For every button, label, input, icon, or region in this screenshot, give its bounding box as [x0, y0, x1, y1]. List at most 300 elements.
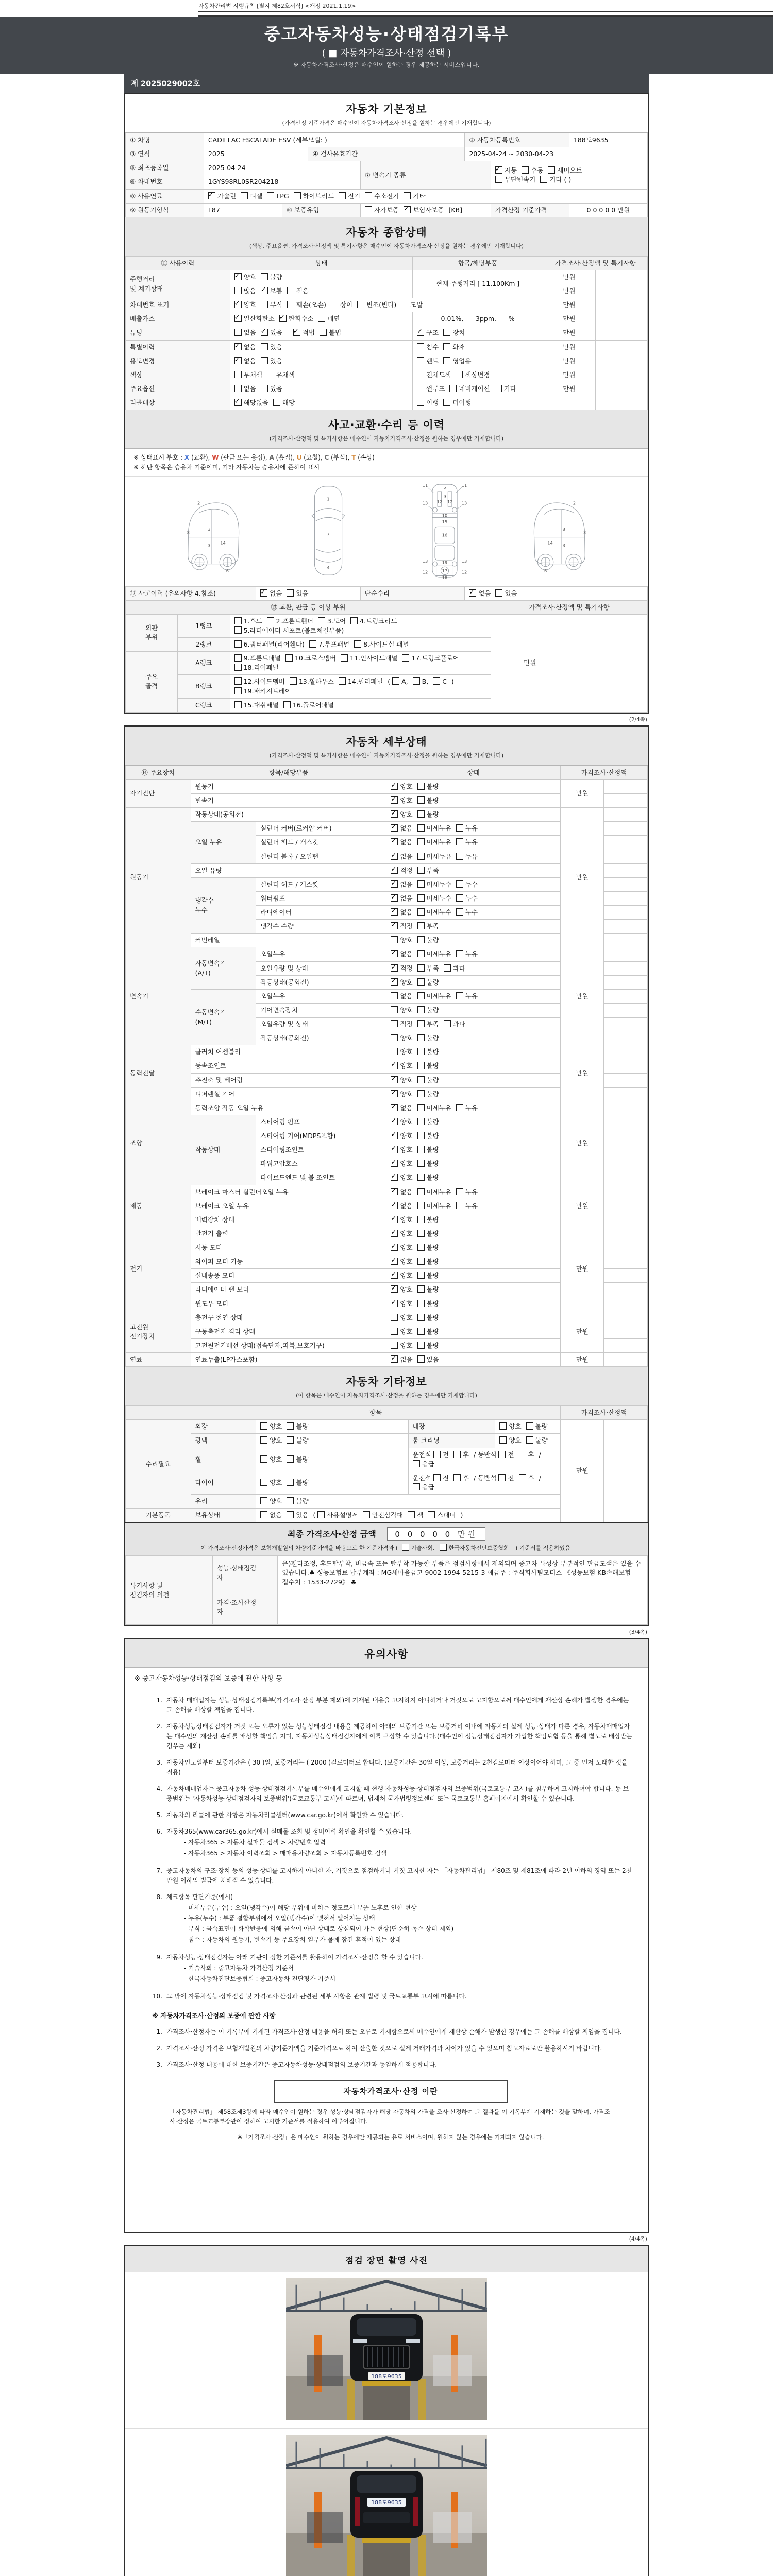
checkbox[interactable]	[417, 385, 424, 392]
checkbox[interactable]	[519, 1474, 526, 1481]
cell: 상태	[386, 766, 561, 779]
checkbox[interactable]	[241, 192, 248, 199]
table-row	[126, 326, 648, 340]
checkbox[interactable]	[354, 640, 361, 648]
cell	[595, 354, 647, 368]
cell: 만원	[561, 1420, 604, 1522]
checkbox[interactable]	[444, 964, 451, 972]
cell	[256, 1509, 561, 1522]
checkbox[interactable]	[391, 1006, 398, 1013]
checkbox[interactable]	[417, 1328, 425, 1335]
checkbox[interactable]	[261, 301, 268, 308]
checkbox[interactable]	[260, 1497, 267, 1504]
table-row	[126, 298, 648, 312]
checkbox-option: 부식	[261, 301, 282, 309]
checkbox[interactable]	[261, 357, 268, 364]
checkbox[interactable]	[391, 1258, 398, 1265]
checkbox[interactable]	[548, 166, 555, 174]
checkbox[interactable]	[417, 936, 425, 943]
checkbox[interactable]	[402, 654, 409, 662]
svg-text:19: 19	[442, 560, 448, 565]
cell: 주요옵션	[126, 382, 230, 396]
cell: 배력장치 상태	[191, 1213, 386, 1227]
checkbox[interactable]	[391, 1020, 398, 1027]
checkbox[interactable]	[234, 640, 242, 648]
checkbox[interactable]	[391, 783, 398, 790]
checkbox[interactable]	[391, 1272, 398, 1279]
checkbox[interactable]	[391, 1328, 398, 1335]
checkbox[interactable]	[279, 315, 287, 322]
checkbox-option: 누유	[456, 1202, 478, 1210]
checkbox[interactable]	[331, 301, 338, 308]
checkbox[interactable]	[417, 1146, 425, 1153]
checkbox[interactable]	[391, 1076, 398, 1083]
checkbox[interactable]	[391, 936, 398, 943]
cell: 내장	[408, 1420, 495, 1434]
cell: 동력전달	[126, 1045, 191, 1101]
checkbox[interactable]	[234, 287, 242, 294]
checkbox[interactable]	[417, 978, 425, 986]
checkbox[interactable]	[417, 1006, 425, 1013]
checkbox[interactable]	[417, 1355, 425, 1363]
checkbox[interactable]	[428, 1511, 435, 1518]
checkbox[interactable]	[444, 1020, 451, 1027]
table-row	[126, 614, 648, 637]
checkbox[interactable]	[417, 880, 425, 888]
checkbox[interactable]	[309, 640, 316, 648]
checkbox[interactable]	[391, 824, 398, 832]
checkbox[interactable]	[417, 950, 425, 957]
checkbox[interactable]	[261, 287, 268, 294]
svg-text:14: 14	[547, 540, 553, 546]
checkbox[interactable]	[417, 894, 425, 902]
checkbox[interactable]	[290, 677, 297, 685]
checkbox[interactable]	[449, 385, 457, 392]
checkbox-option: 있음	[261, 357, 282, 365]
cell	[604, 1003, 648, 1017]
checkbox[interactable]	[495, 385, 502, 392]
checkbox[interactable]	[365, 192, 372, 199]
notice-item: 1. 가격조사·산정자는 이 기록부에 기재된 가격조사·산정 내용을 허위 또는 오류로 기재함으로써 매수인에게 재산상 손해가 발생한 경우에는 그 손해를 배상할 책임을 집니다.	[156, 2028, 622, 2036]
checkbox-option: 상이	[331, 301, 352, 309]
checkbox[interactable]	[413, 1460, 420, 1467]
checkbox[interactable]	[391, 1104, 398, 1111]
checkbox[interactable]	[417, 371, 424, 378]
checkbox[interactable]	[317, 1511, 325, 1518]
cell: 발전기 출력	[191, 1227, 386, 1241]
checkbox[interactable]	[526, 1436, 533, 1444]
checkbox[interactable]	[456, 1104, 463, 1111]
checkbox[interactable]	[391, 1355, 398, 1363]
checkbox[interactable]	[456, 894, 463, 902]
checkbox[interactable]	[408, 1511, 415, 1518]
checkbox[interactable]	[440, 1544, 447, 1551]
checkbox[interactable]	[456, 1202, 463, 1209]
checkbox[interactable]	[285, 654, 293, 662]
cell	[386, 1311, 561, 1325]
checkbox[interactable]	[391, 1118, 398, 1125]
checkbox[interactable]	[417, 1244, 425, 1251]
checkbox[interactable]	[392, 677, 399, 685]
checkbox[interactable]	[417, 329, 424, 336]
checkbox-option: 전	[433, 1451, 449, 1459]
checkbox[interactable]	[391, 1230, 398, 1237]
document-number: 제 2025029002호	[124, 74, 649, 93]
checkbox[interactable]	[391, 964, 398, 972]
notice-tail: ※「가격조사·산정」은 매수인이 원하는 경우에만 제공되는 유료 서비스이며, 원하지 않는 경우에는 기재되지 않습니다.	[237, 2133, 544, 2141]
checkbox[interactable]	[391, 1048, 398, 1055]
checkbox[interactable]	[363, 1511, 370, 1518]
checkbox[interactable]	[391, 1174, 398, 1181]
checkbox[interactable]	[413, 677, 420, 685]
checkbox[interactable]	[234, 701, 242, 708]
checkbox[interactable]	[391, 1216, 398, 1223]
cell: 구동축전지 격리 상태	[191, 1325, 386, 1338]
checkbox[interactable]	[417, 1258, 425, 1265]
checkbox[interactable]	[498, 1451, 506, 1458]
checkbox[interactable]	[234, 654, 242, 662]
notice-item: 4. 자동차매매업자는 중고자동차 성능·상태점검기록부를 매수인에게 고지할 때 현행 자동차성능·상태점검자의 보증범위(국토교통부 고시)를 첨부하여 고지하여야 합니다. 동 보증범위는 '자동차성능·상태점검자의 보증범위'(국토교통부 고시)에 따르며, 법제처 국가법령정보센터 또는 국토교통부 홈페이지에서 확인할 수 있습니다.	[156, 1785, 629, 1802]
cell: 작동상태(공회전)	[256, 975, 386, 989]
checkbox[interactable]	[391, 1188, 398, 1195]
checkbox[interactable]	[260, 1511, 267, 1518]
checkbox[interactable]	[417, 1230, 425, 1237]
checkbox[interactable]	[401, 301, 408, 308]
checkbox[interactable]	[339, 192, 346, 199]
checkbox[interactable]	[526, 1422, 533, 1430]
checkbox[interactable]	[417, 1216, 425, 1223]
cell: 제동	[126, 1185, 191, 1227]
checkbox[interactable]	[456, 838, 463, 845]
checkbox[interactable]	[453, 1474, 461, 1481]
checkbox[interactable]	[417, 1062, 425, 1069]
checkbox[interactable]	[234, 626, 242, 634]
svg-text:15: 15	[442, 519, 448, 524]
checkbox[interactable]	[417, 1160, 425, 1167]
checkbox[interactable]	[339, 677, 346, 685]
checkbox[interactable]	[287, 589, 294, 597]
checkbox[interactable]	[402, 1544, 409, 1551]
checkbox[interactable]	[456, 853, 463, 860]
cell	[386, 1353, 561, 1367]
table-row	[126, 1185, 648, 1199]
checkbox[interactable]	[417, 1314, 425, 1321]
checkbox[interactable]	[273, 399, 280, 406]
checkbox-option: 11.인사이드패널	[341, 654, 397, 662]
checkbox[interactable]	[287, 1455, 294, 1463]
checkbox[interactable]	[260, 1479, 267, 1486]
checkbox[interactable]	[234, 664, 242, 671]
checkbox-option: 장치	[443, 329, 465, 336]
checkbox[interactable]	[433, 1474, 441, 1481]
checkbox[interactable]	[417, 343, 424, 350]
checkbox-option: ✓ 없음	[391, 1355, 412, 1363]
checkbox[interactable]	[391, 1285, 398, 1293]
checkbox[interactable]	[499, 1422, 507, 1430]
table-row	[126, 256, 648, 270]
checkbox[interactable]	[417, 796, 425, 804]
checkbox[interactable]	[456, 908, 463, 916]
checkbox[interactable]	[267, 192, 274, 199]
checkbox[interactable]	[404, 192, 411, 199]
checkbox[interactable]	[234, 357, 242, 364]
checkbox[interactable]	[260, 1422, 267, 1430]
cell	[604, 1283, 648, 1297]
checkbox[interactable]	[287, 287, 294, 294]
cell	[386, 808, 561, 822]
checkbox[interactable]	[391, 796, 398, 804]
checkbox[interactable]	[287, 1479, 294, 1486]
cell	[230, 368, 412, 382]
cell: 만원	[543, 368, 595, 382]
svg-text:11: 11	[461, 482, 467, 488]
checkbox[interactable]	[417, 838, 425, 845]
cell: 라디에이터 팬 모터	[191, 1283, 386, 1297]
checkbox[interactable]	[453, 1451, 461, 1458]
checkbox[interactable]	[391, 1146, 398, 1153]
checkbox[interactable]	[391, 1342, 398, 1349]
checkbox[interactable]	[234, 315, 242, 322]
checkbox[interactable]	[391, 810, 398, 818]
checkbox[interactable]	[391, 950, 398, 957]
checkbox[interactable]	[417, 1048, 425, 1055]
checkbox[interactable]	[234, 343, 242, 350]
checkbox[interactable]	[391, 1132, 398, 1139]
checkbox[interactable]	[456, 992, 463, 999]
checkbox[interactable]	[234, 385, 242, 392]
svg-text:188도9635: 188도9635	[371, 2499, 402, 2506]
checkbox[interactable]	[417, 1202, 425, 1209]
checkbox[interactable]	[357, 301, 364, 308]
checkbox[interactable]	[234, 329, 242, 336]
cell: 작동상태(공회전)	[256, 1031, 386, 1045]
checkbox[interactable]	[456, 950, 463, 957]
table-row	[126, 312, 648, 326]
cell	[386, 1213, 561, 1227]
checkbox[interactable]	[287, 1422, 294, 1430]
checkbox[interactable]	[417, 1076, 425, 1083]
checkbox[interactable]	[293, 329, 300, 336]
cell: 파워고압호스	[256, 1157, 386, 1171]
checkbox[interactable]	[417, 1034, 425, 1041]
checkbox[interactable]	[287, 1511, 294, 1518]
checkbox[interactable]	[456, 880, 463, 888]
checkbox[interactable]	[495, 176, 502, 183]
checkbox[interactable]	[234, 273, 242, 280]
checkbox-option: ✓ 가솔린	[208, 192, 236, 200]
cell	[604, 1018, 648, 1031]
checkbox[interactable]	[391, 922, 398, 929]
checkbox[interactable]	[417, 783, 425, 790]
checkbox[interactable]	[417, 1188, 425, 1195]
checkbox[interactable]	[417, 992, 425, 999]
section-header-overall	[125, 217, 648, 256]
cell	[604, 947, 648, 961]
checkbox[interactable]	[261, 329, 268, 336]
svg-text:2: 2	[573, 500, 576, 505]
checkbox[interactable]	[417, 1285, 425, 1293]
checkbox[interactable]	[433, 677, 440, 685]
cell: 특기사항 및 점검자의 의견	[126, 1556, 213, 1625]
checkbox[interactable]	[318, 315, 325, 322]
checkbox[interactable]	[499, 1436, 507, 1444]
cell	[604, 850, 648, 863]
checkbox[interactable]	[417, 1020, 425, 1027]
checkbox[interactable]	[260, 589, 267, 597]
checkbox[interactable]	[417, 1090, 425, 1097]
cell	[604, 891, 648, 905]
checkbox[interactable]	[391, 1202, 398, 1209]
cell: 만원	[543, 326, 595, 340]
checkbox[interactable]	[417, 357, 424, 364]
checkbox[interactable]	[417, 1132, 425, 1139]
checkbox[interactable]	[498, 1474, 506, 1481]
cell: 외장	[191, 1420, 256, 1434]
checkbox[interactable]	[341, 654, 348, 662]
checkbox[interactable]	[443, 399, 450, 406]
checkbox[interactable]	[391, 978, 398, 986]
checkbox[interactable]	[417, 922, 425, 929]
checkbox[interactable]	[267, 617, 274, 624]
checkbox[interactable]	[287, 1497, 294, 1504]
photo-image	[286, 2435, 487, 2576]
cell	[230, 652, 491, 675]
checkbox[interactable]	[443, 343, 450, 350]
checkbox[interactable]	[391, 894, 398, 902]
checkbox[interactable]	[294, 192, 301, 199]
checkbox-option: 후	[519, 1451, 534, 1459]
checkbox[interactable]	[456, 824, 463, 832]
checkbox[interactable]	[417, 810, 425, 818]
checkbox[interactable]	[320, 329, 327, 336]
checkbox[interactable]	[443, 329, 450, 336]
checkbox[interactable]	[391, 1062, 398, 1069]
svg-text:9: 9	[443, 494, 446, 499]
cell	[604, 863, 648, 877]
checkbox-option: 기술사회,	[402, 1545, 435, 1551]
checkbox[interactable]	[234, 399, 242, 406]
accident-repair-table	[125, 586, 648, 713]
checkbox[interactable]	[391, 867, 398, 874]
checkbox[interactable]	[417, 824, 425, 832]
checkbox[interactable]	[417, 1174, 425, 1181]
cell: 주행거리 및 계기상태	[126, 270, 230, 298]
checkbox[interactable]	[417, 1104, 425, 1111]
checkbox[interactable]	[417, 908, 425, 916]
checkbox[interactable]	[413, 1483, 420, 1490]
checkbox[interactable]	[391, 1034, 398, 1041]
cell: 가격조사·산정액	[561, 766, 648, 779]
checkbox[interactable]	[433, 1451, 441, 1458]
checkbox[interactable]	[417, 853, 425, 860]
checkbox[interactable]	[391, 853, 398, 860]
checkbox-option: ✓ 양호	[391, 1160, 412, 1167]
cell: 실린더 커버(로커암 커버)	[256, 822, 386, 836]
checkbox[interactable]	[234, 301, 242, 308]
checkbox-option: 불량	[417, 783, 439, 790]
checkbox-option: 6.쿼터패널(리어휀다)	[234, 640, 305, 648]
checkbox[interactable]	[234, 617, 242, 624]
svg-text:16: 16	[442, 532, 448, 537]
checkbox[interactable]	[234, 677, 242, 685]
checkbox[interactable]	[234, 687, 242, 694]
checkbox[interactable]	[540, 176, 547, 183]
checkbox[interactable]	[267, 371, 274, 378]
form-note: ※ 자동차가격조사·산정은 매수인이 원하는 경우 제공하는 서비스입니다.	[293, 61, 480, 69]
checkbox[interactable]	[260, 1455, 267, 1463]
checkbox-option: 불량	[417, 1160, 439, 1167]
checkbox[interactable]	[208, 192, 215, 199]
cell	[386, 1227, 561, 1241]
cell	[386, 1045, 561, 1059]
checkbox[interactable]	[391, 1244, 398, 1251]
checkbox[interactable]	[495, 589, 502, 597]
checkbox[interactable]	[234, 371, 242, 378]
checkbox[interactable]	[417, 1272, 425, 1279]
checkbox-option: ✓ 양호	[391, 1272, 412, 1279]
checkbox[interactable]	[391, 992, 398, 999]
checkbox[interactable]	[417, 1300, 425, 1307]
cell	[595, 298, 647, 312]
checkbox[interactable]	[283, 701, 291, 708]
notice-subitem: - 자동차365 > 자동차 실매물 검색 > 차량번호 입력	[184, 1838, 326, 1846]
checkbox[interactable]	[391, 1314, 398, 1321]
checkbox[interactable]	[417, 1342, 425, 1349]
checkbox[interactable]	[417, 1118, 425, 1125]
checkbox[interactable]	[350, 617, 358, 624]
checkbox[interactable]	[495, 166, 502, 174]
checkbox[interactable]	[287, 1436, 294, 1444]
svg-text:4: 4	[327, 565, 330, 570]
cell	[230, 284, 412, 298]
checkbox-option: LPG	[267, 192, 289, 200]
checkbox[interactable]	[456, 1188, 463, 1195]
checkbox[interactable]	[261, 385, 268, 392]
checkbox[interactable]	[469, 589, 476, 597]
checkbox[interactable]	[391, 908, 398, 916]
checkbox-option: 누수	[456, 894, 478, 902]
cell	[604, 1353, 648, 1367]
checkbox-option: ✓ 있음	[261, 329, 282, 336]
checkbox[interactable]	[519, 1451, 526, 1458]
checkbox[interactable]	[261, 273, 268, 280]
checkbox-option: 전	[498, 1474, 514, 1482]
checkbox[interactable]	[391, 838, 398, 845]
checkbox[interactable]	[365, 206, 372, 213]
checkbox-option: 한국자동차진단보증협회	[440, 1545, 509, 1551]
checkbox-option: ✓ 없음	[391, 908, 412, 916]
checkbox[interactable]	[318, 617, 325, 624]
checkbox[interactable]	[417, 964, 425, 972]
checkbox[interactable]	[522, 166, 529, 174]
checkbox[interactable]	[287, 301, 294, 308]
checkbox[interactable]	[443, 357, 450, 364]
cell: 변속기	[126, 947, 191, 1045]
checkbox[interactable]	[456, 371, 463, 378]
checkbox[interactable]	[391, 1090, 398, 1097]
checkbox[interactable]	[391, 880, 398, 888]
checkbox[interactable]	[391, 1300, 398, 1307]
cell: 보유상태	[191, 1509, 256, 1522]
checkbox[interactable]	[260, 1436, 267, 1444]
checkbox-option: 무채색	[234, 371, 262, 379]
checkbox[interactable]	[417, 399, 424, 406]
checkbox[interactable]	[404, 206, 411, 213]
checkbox[interactable]	[261, 343, 268, 350]
checkbox-option: 양호	[391, 1034, 412, 1042]
checkbox[interactable]	[417, 867, 425, 874]
checkbox[interactable]	[391, 1160, 398, 1167]
